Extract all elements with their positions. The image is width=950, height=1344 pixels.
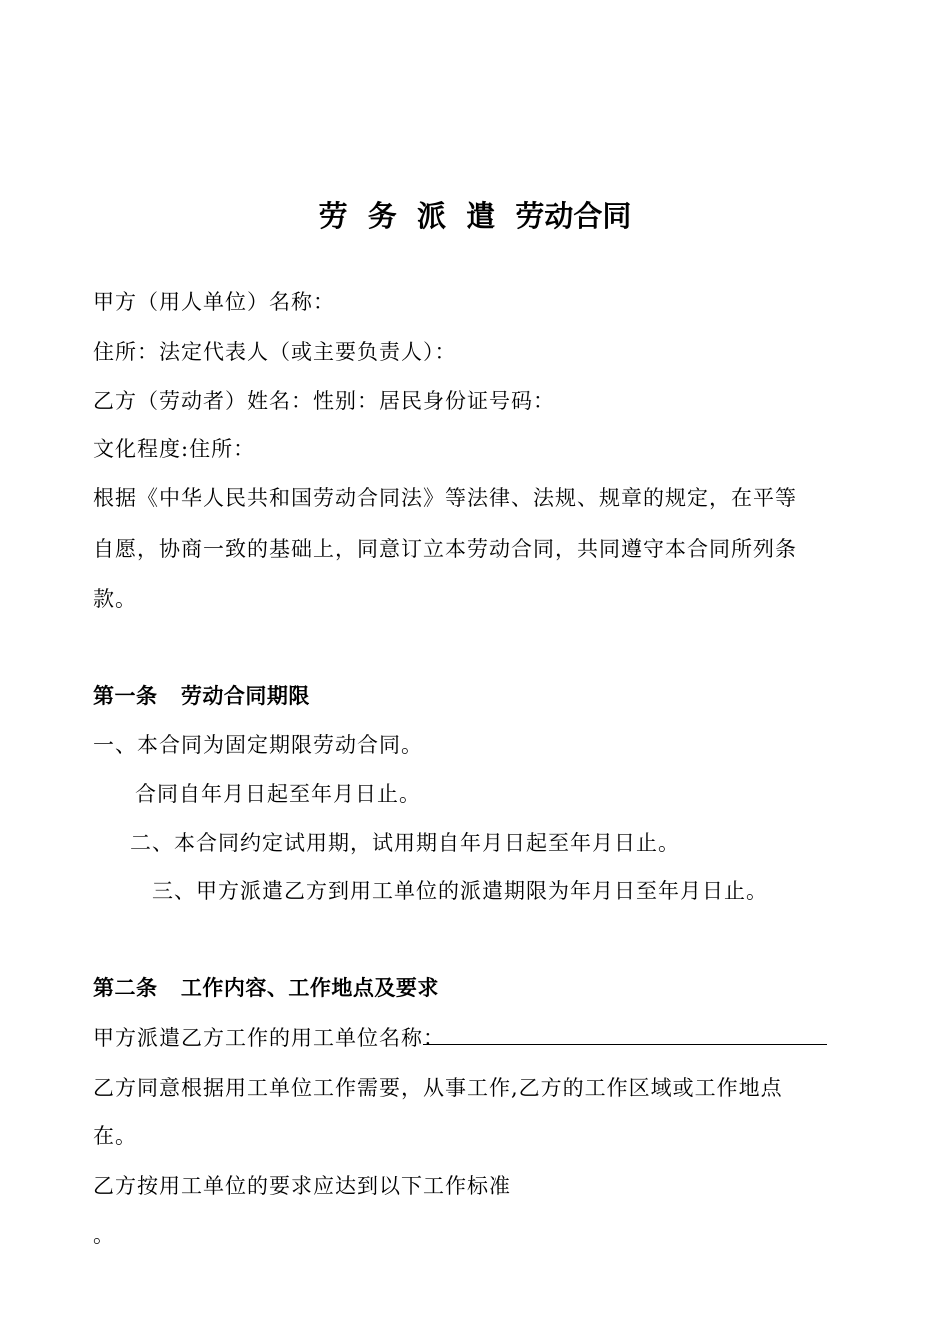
article-1-item-3: 三、甲方派遣乙方到用工单位的派遣期限为年月日至年月日止。 (152, 879, 768, 903)
article-2-work-line: 乙方同意根据用工单位工作需要，从事工作,乙方的工作区域或工作地点 (93, 1076, 783, 1100)
article-2-location-line: 在。 (93, 1124, 137, 1148)
article-2-employer-line (93, 1024, 827, 1052)
article-1-item-2: 二、本合同约定试用期，试用期自年月日起至年月日止。 (130, 831, 680, 855)
article-1-heading: 第一条 劳动合同期限 (93, 684, 310, 708)
party-a-address-line: 住所：法定代表人（或主要负责人）： (93, 340, 457, 364)
party-b-info-line: 乙方（劳动者）姓名：性别：居民身份证号码： (93, 389, 555, 413)
article-2-end-line: 。 (93, 1223, 115, 1247)
preamble-line-2: 自愿，协商一致的基础上，同意订立本劳动合同，共同遵守本合同所列条 (93, 537, 797, 561)
employer-name-label: 甲方派遣乙方工作的用工单位名称 (93, 1026, 423, 1050)
document-title: 劳 务 派 遣 劳动合同 (318, 199, 632, 233)
article-2-heading: 第二条 工作内容、工作地点及要求 (93, 976, 439, 1000)
employer-name-colon: ： (423, 1026, 445, 1050)
employer-name-blank (423, 1024, 827, 1050)
article-1-item-1: 一、本合同为固定期限劳动合同。 (93, 733, 423, 757)
party-b-education-line: 文化程度:住所： (93, 437, 256, 461)
article-2-standard-line: 乙方按用工单位的要求应达到以下工作标准 (93, 1174, 511, 1198)
preamble-line-3: 款。 (93, 587, 137, 611)
article-1-item-1-term: 合同自年月日起至年月日止。 (135, 782, 421, 806)
preamble-line-1: 根据《中华人民共和国劳动合同法》等法律、法规、规章的规定，在平等 (93, 486, 797, 510)
party-a-name-line: 甲方（用人单位）名称： (93, 290, 335, 314)
